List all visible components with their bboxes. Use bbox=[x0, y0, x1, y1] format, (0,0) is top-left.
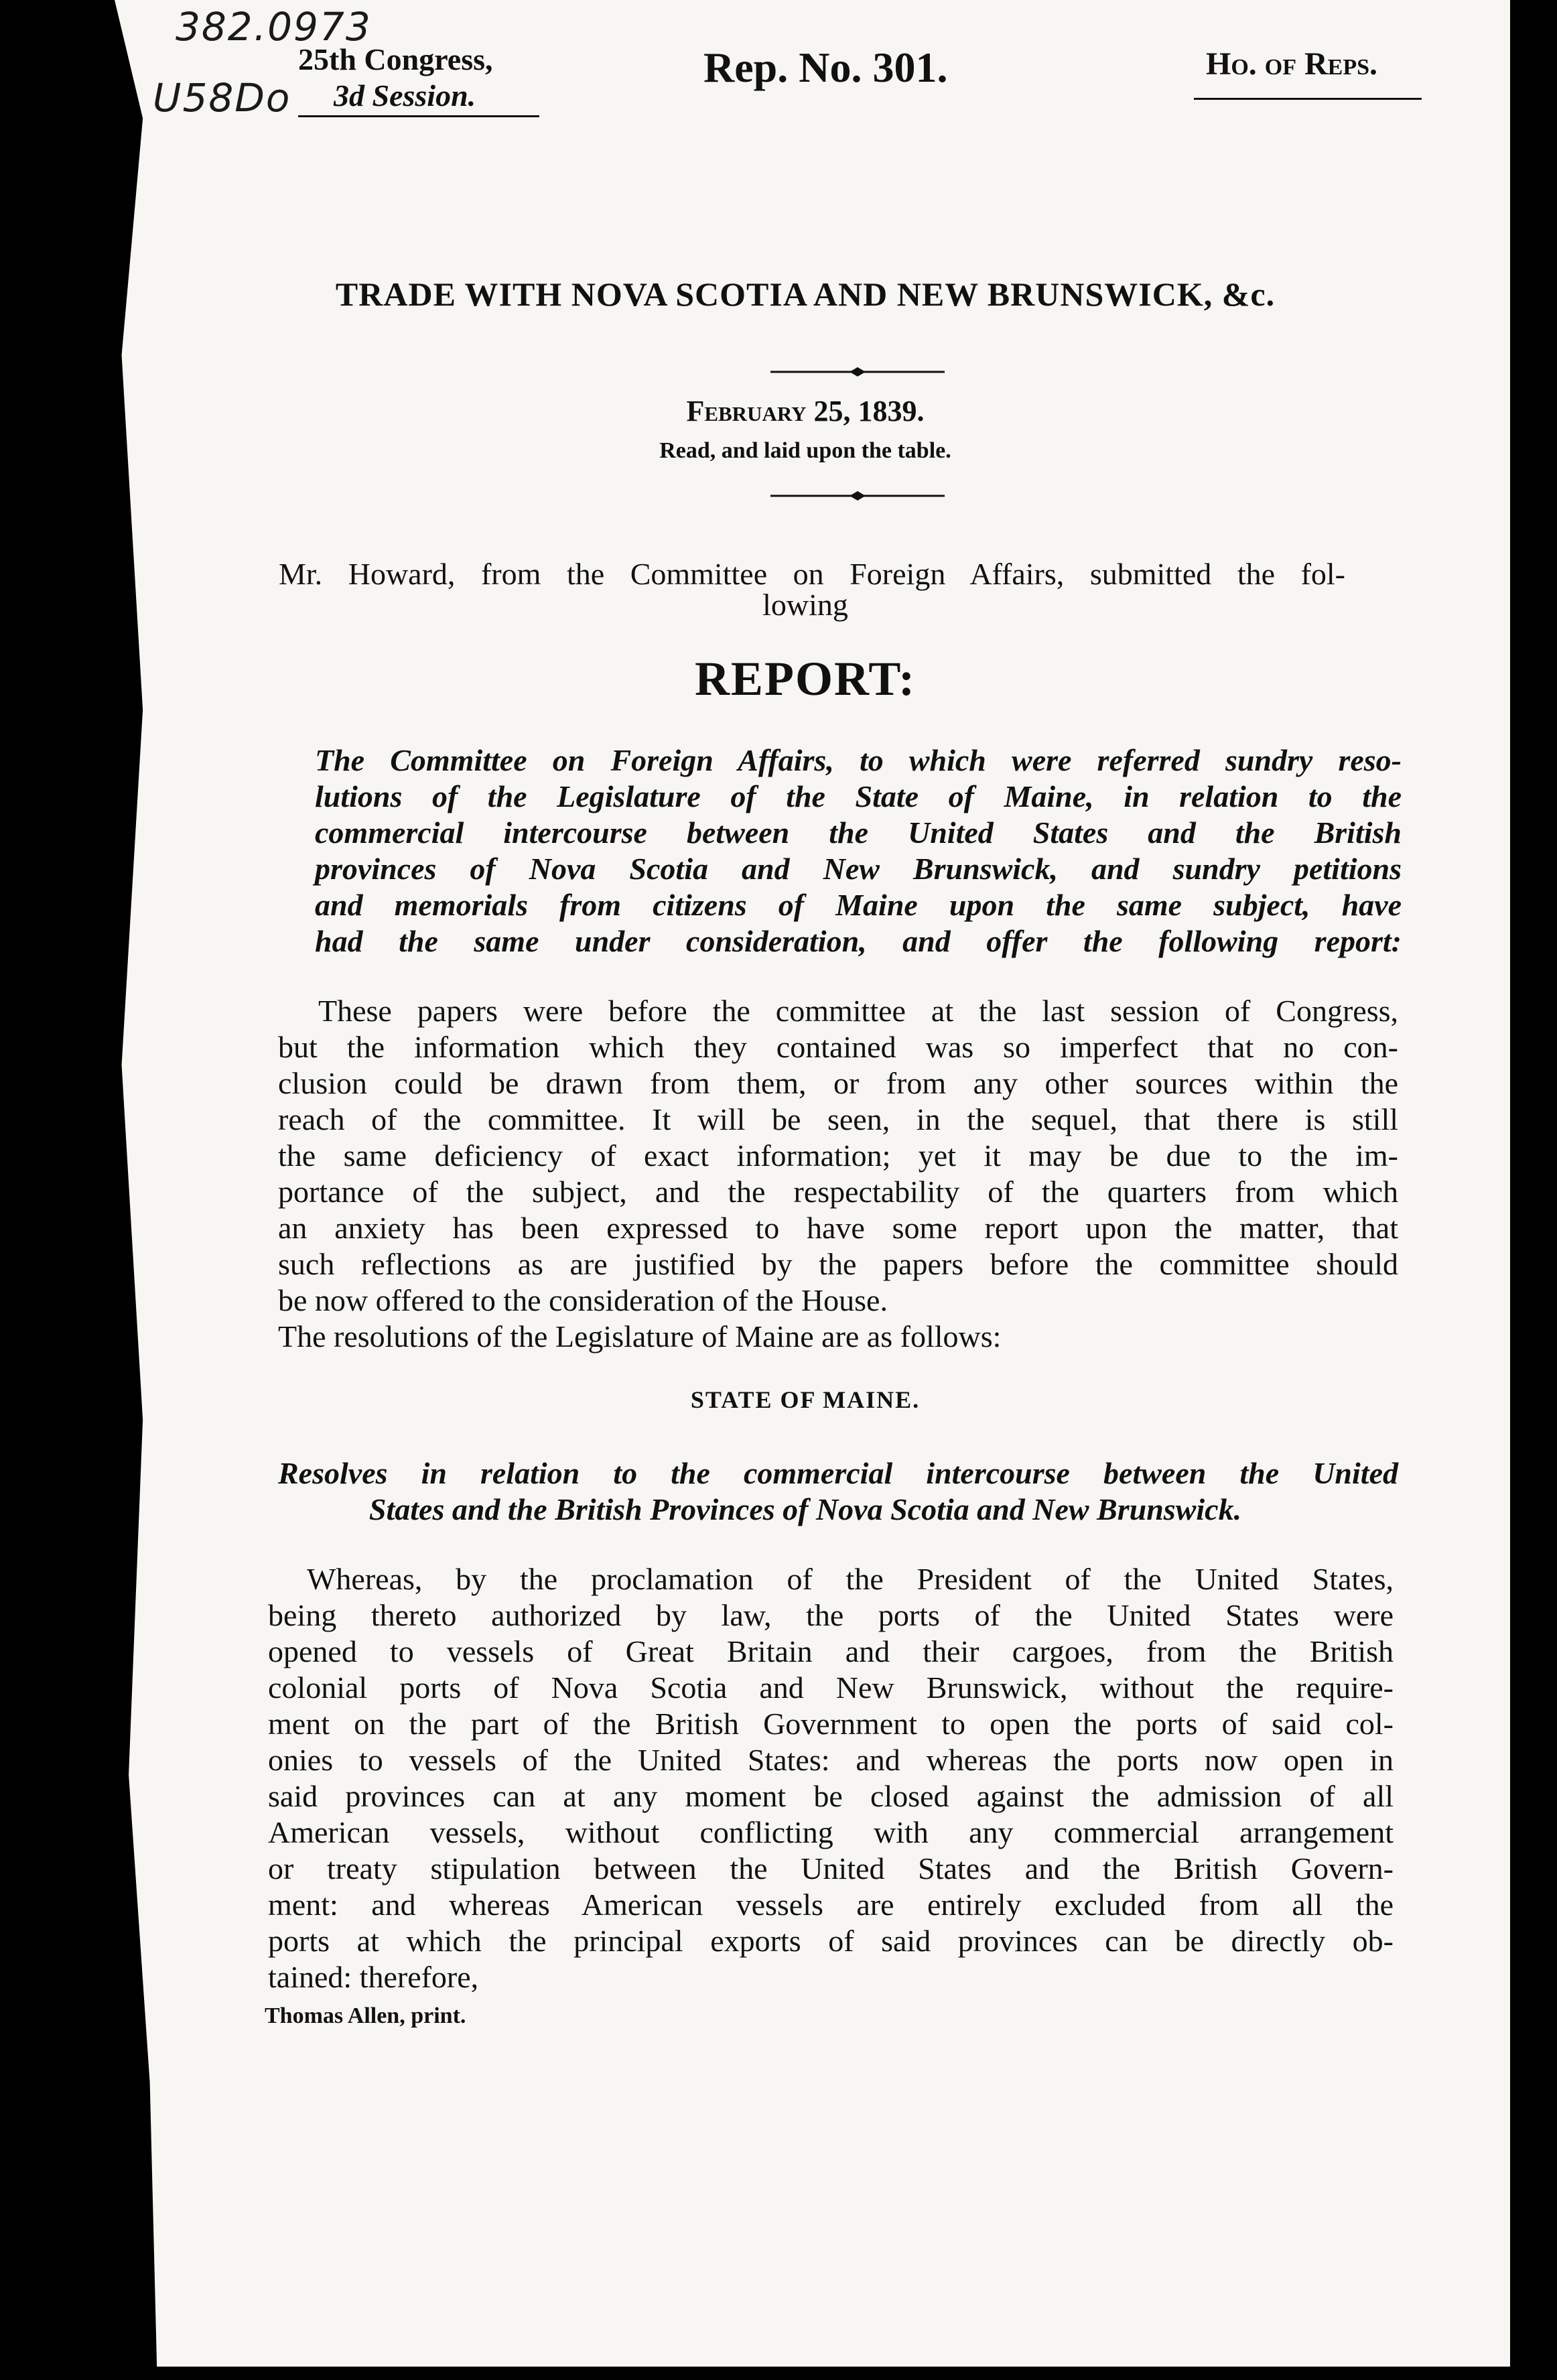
house-label: Ho. of Reps. bbox=[1206, 46, 1378, 82]
body-line: These papers were before the committee at the last session of Congress, bbox=[318, 994, 1398, 1028]
resolutions-line: The resolutions of the Legislature of Maine are as follows: bbox=[278, 1319, 1002, 1353]
whereas-line: onies to vessels of the United States: and whereas the ports now open in bbox=[268, 1743, 1394, 1777]
whereas-line: ment on the part of the British Government to open the ports of said col- bbox=[268, 1707, 1394, 1741]
header-rule-left bbox=[298, 115, 539, 117]
body-line: an anxiety has been expressed to have some report upon the matter, that bbox=[278, 1211, 1398, 1245]
body-line: clusion could be drawn from them, or from any other sources within the bbox=[278, 1066, 1398, 1100]
report-date: February 25, 1839. bbox=[686, 395, 925, 427]
whereas-line: said provinces can at any moment be closed against the admission of all bbox=[268, 1779, 1394, 1813]
body-line: such reflections as are justified by the papers before the committee should bbox=[278, 1247, 1398, 1281]
divider-ornament bbox=[770, 365, 945, 379]
whereas-line: being thereto authorized by law, the ports of the United States were bbox=[268, 1598, 1394, 1632]
committee-line: and memorials from citizens of Maine upon the same subject, have bbox=[315, 888, 1402, 922]
committee-line: lutions of the Legislature of the State of Maine, in relation to the bbox=[315, 779, 1402, 813]
committee-line: commercial intercourse between the United States and the British bbox=[315, 815, 1402, 850]
resolves-line: Resolves in relation to the commercial intercourse between the United bbox=[278, 1456, 1398, 1490]
whereas-line: or treaty stipulation between the United States and the British Govern- bbox=[268, 1851, 1394, 1886]
whereas-line: tained: therefore, bbox=[268, 1960, 479, 1994]
whereas-line: opened to vessels of Great Britain and their cargoes, from the British bbox=[268, 1634, 1394, 1668]
intro-line: Mr. Howard, from the Committee on Foreign Affairs, submitted the fol- bbox=[279, 557, 1345, 591]
whereas-line: Whereas, by the proclamation of the President of the United States, bbox=[307, 1562, 1394, 1596]
committee-line: The Committee on Foreign Affairs, to which were referred sundry reso- bbox=[315, 743, 1402, 777]
body-line: be now offered to the consideration of the House. bbox=[278, 1283, 888, 1317]
divider-ornament bbox=[770, 489, 945, 503]
report-heading: REPORT: bbox=[694, 652, 917, 706]
body-line: the same deficiency of exact information; yet it may be due to the im- bbox=[278, 1138, 1398, 1173]
header-rule-right bbox=[1194, 98, 1422, 100]
body-line: reach of the committee. It will be seen, in the sequel, that there is still bbox=[278, 1102, 1398, 1136]
report-number: Rep. No. 301. bbox=[703, 44, 948, 91]
session-label: 3d Session. bbox=[334, 78, 476, 113]
whereas-line: ports at which the principal exports of said provinces can be directly ob- bbox=[268, 1924, 1394, 1958]
printer-imprint: Thomas Allen, print. bbox=[265, 2003, 466, 2028]
committee-line: provinces of Nova Scotia and New Brunswick, and sundry petitions bbox=[315, 852, 1402, 886]
handwritten-call-number: 382.0973 bbox=[176, 4, 372, 50]
state-heading: STATE OF MAINE. bbox=[690, 1386, 921, 1413]
resolves-line: States and the British Provinces of Nova Scotia and New Brunswick. bbox=[368, 1492, 1242, 1526]
read-note: Read, and laid upon the table. bbox=[659, 438, 951, 463]
whereas-line: colonial ports of Nova Scotia and New Brunswick, without the require- bbox=[268, 1670, 1394, 1705]
body-line: but the information which they contained was so imperfect that no con- bbox=[278, 1030, 1398, 1064]
whereas-line: ment: and whereas American vessels are entirely excluded from all the bbox=[268, 1888, 1394, 1922]
congress-label: 25th Congress, bbox=[298, 42, 493, 76]
document-title: TRADE WITH NOVA SCOTIA AND NEW BRUNSWICK, &c. bbox=[335, 275, 1276, 313]
body-line: portance of the subject, and the respectability of the quarters from which bbox=[278, 1175, 1398, 1209]
intro-line: lowing bbox=[762, 588, 848, 622]
committee-line: had the same under consideration, and offer the following report: bbox=[315, 924, 1402, 958]
whereas-line: American vessels, without conflicting with any commercial arrangement bbox=[268, 1815, 1394, 1849]
handwritten-call-number-suffix: U58Do bbox=[153, 75, 291, 121]
